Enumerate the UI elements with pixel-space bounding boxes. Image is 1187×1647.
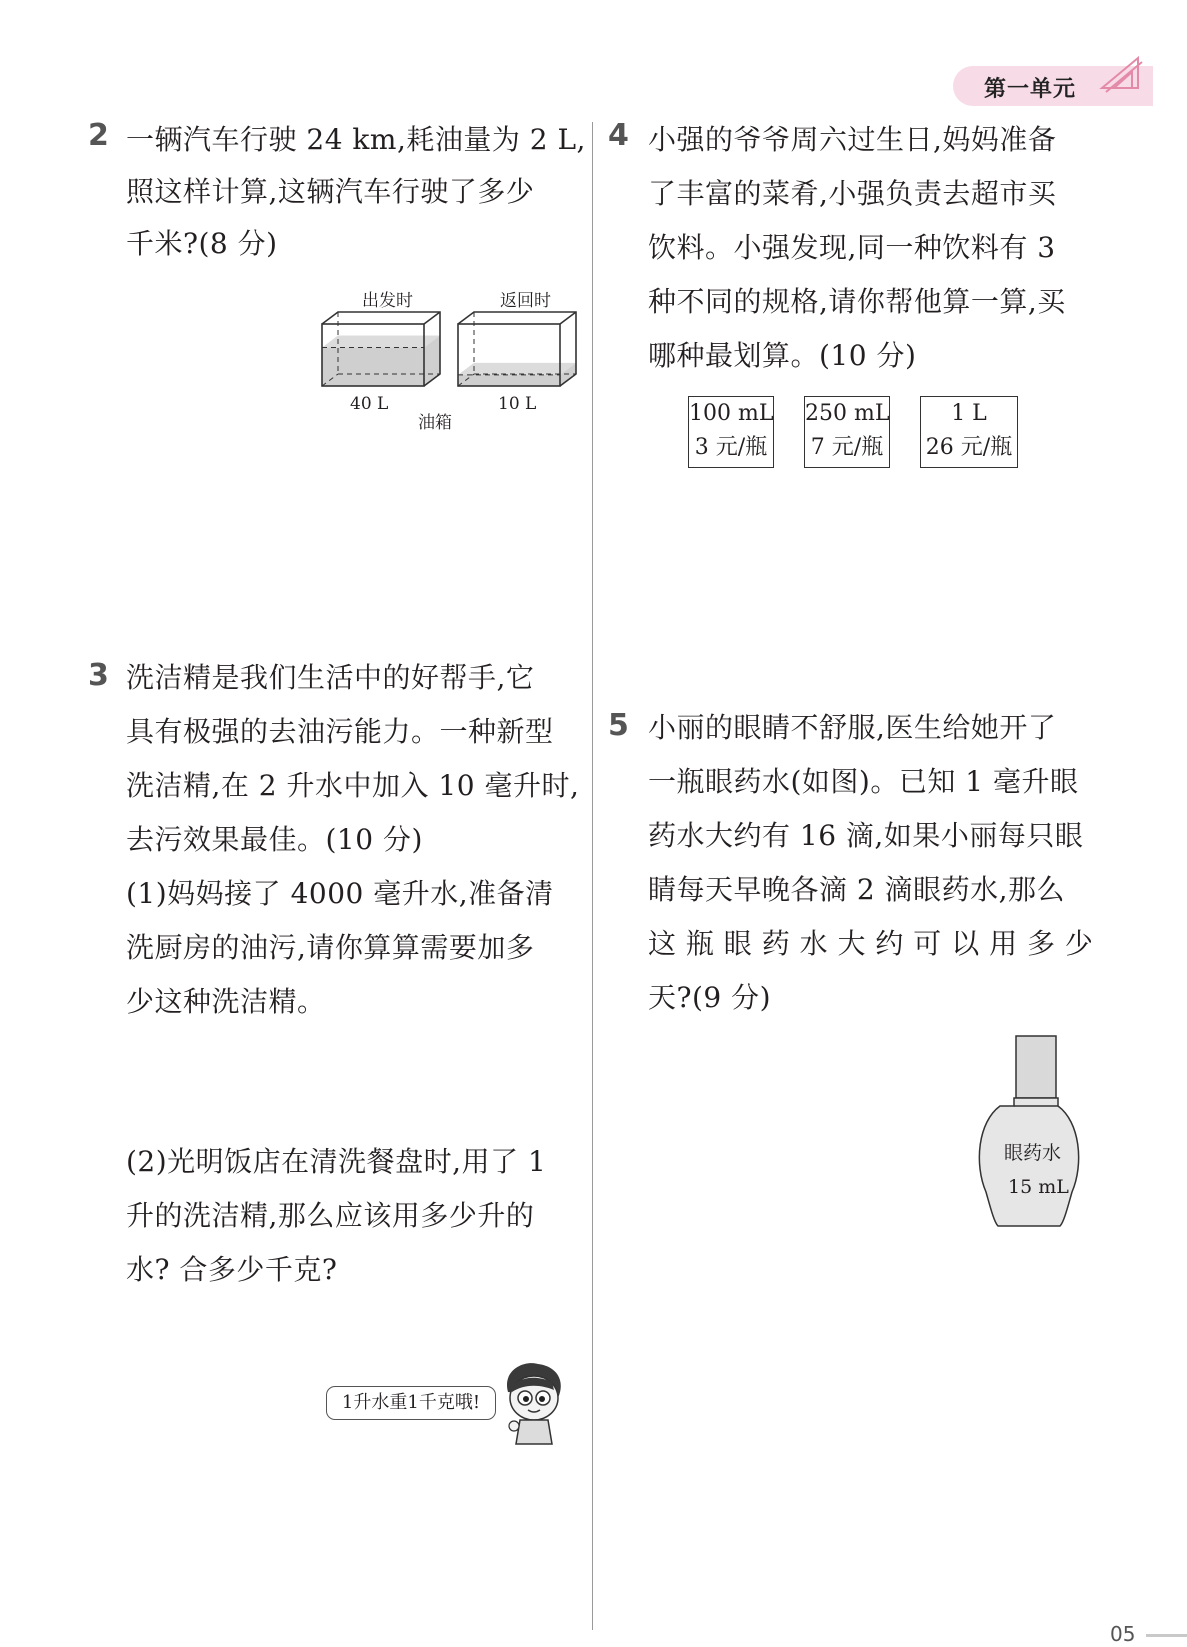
q3-text-line-4: 去污效果最佳。(10 分) <box>126 823 423 856</box>
q3-part1-line-1: (1)妈妈接了 4000 毫升水,准备清 <box>126 877 554 910</box>
q4-text-line-4: 种不同的规格,请你帮他算一算,买 <box>648 285 1066 318</box>
q5-text-line-4: 睛每天早晚各滴 2 滴眼药水,那么 <box>648 873 1066 906</box>
q5-text-line-1: 小丽的眼睛不舒服,医生给她开了 <box>648 711 1057 744</box>
q3-text-line-3: 洗洁精,在 2 升水中加入 10 毫升时, <box>126 769 580 802</box>
eye-drop-bottle-icon <box>976 1034 1082 1228</box>
q3-part1-line-3: 少这种洗洁精。 <box>126 985 326 1018</box>
q2-text-line-3: 千米?(8 分) <box>126 227 278 260</box>
q3-part2-line-3: 水? 合多少千克? <box>126 1253 338 1286</box>
question-number-3: 3 <box>88 658 109 693</box>
price-tag-1l <box>920 396 1018 468</box>
unit-label: 第一单元 <box>984 77 1077 102</box>
q2-text-line-1: 一辆汽车行驶 24 km,耗油量为 2 L, <box>126 123 586 156</box>
question-number-4: 4 <box>608 118 629 153</box>
price-tag-price: 7 元/瓶 <box>810 435 884 460</box>
price-tag-250ml <box>804 396 890 468</box>
question-number-2: 2 <box>88 118 109 153</box>
boy-cartoon-icon <box>494 1358 574 1448</box>
fuel-tank-return <box>458 312 576 386</box>
column-divider <box>592 122 593 1630</box>
fuel-tank-start-value: 40 L <box>350 394 389 414</box>
fuel-tank-start-label: 出发时 <box>362 291 413 311</box>
q4-text-line-1: 小强的爷爷周六过生日,妈妈准备 <box>648 123 1057 156</box>
hint-speech-bubble: 1升水重1千克哦! <box>326 1386 496 1420</box>
q5-text-line-5: 这 瓶 眼 药 水 大 约 可 以 用 多 少 <box>648 927 1094 960</box>
q4-text-line-2: 了丰富的菜肴,小强负责去超市买 <box>648 177 1057 210</box>
fuel-tank-caption: 油箱 <box>418 413 452 433</box>
fuel-tanks-figure <box>318 310 578 390</box>
q5-text-line-3: 药水大约有 16 滴,如果小丽每只眼 <box>648 819 1084 852</box>
fuel-tank-start <box>322 312 440 386</box>
price-tag-price: 26 元/瓶 <box>925 435 1013 460</box>
price-tag-size: 100 mL <box>689 401 774 426</box>
question-number-5: 5 <box>608 708 629 743</box>
page-number: 05 <box>1110 1622 1136 1646</box>
fuel-tank-return-value: 10 L <box>498 394 537 414</box>
fuel-tank-return-label: 返回时 <box>500 291 551 311</box>
q3-part1-line-2: 洗厨房的油污,请你算算需要加多 <box>126 931 535 964</box>
price-tag-100ml <box>688 396 774 468</box>
q4-text-line-5: 哪种最划算。(10 分) <box>648 339 917 372</box>
bottle-label-volume: 15 mL <box>1008 1176 1069 1198</box>
price-tag-size: 1 L <box>951 401 987 426</box>
q3-part2-line-1: (2)光明饭店在清洗餐盘时,用了 1 <box>126 1145 547 1178</box>
q5-text-line-2: 一瓶眼药水(如图)。已知 1 毫升眼 <box>648 765 1079 798</box>
q4-text-line-3: 饮料。小强发现,同一种饮料有 3 <box>648 231 1056 264</box>
q3-text-line-1: 洗洁精是我们生活中的好帮手,它 <box>126 661 535 694</box>
q2-text-line-2: 照这样计算,这辆汽车行驶了多少 <box>126 175 535 208</box>
price-tag-size: 250 mL <box>805 401 890 426</box>
q3-part2-line-2: 升的洗洁精,那么应该用多少升的 <box>126 1199 535 1232</box>
q3-text-line-2: 具有极强的去油污能力。一种新型 <box>126 715 554 748</box>
q5-text-line-6: 天?(9 分) <box>648 981 772 1014</box>
price-tag-price: 3 元/瓶 <box>694 435 768 460</box>
ruler-triangle-icon <box>1098 54 1146 94</box>
bottle-label-name: 眼药水 <box>1004 1142 1062 1164</box>
page-number-rule <box>1146 1634 1187 1637</box>
